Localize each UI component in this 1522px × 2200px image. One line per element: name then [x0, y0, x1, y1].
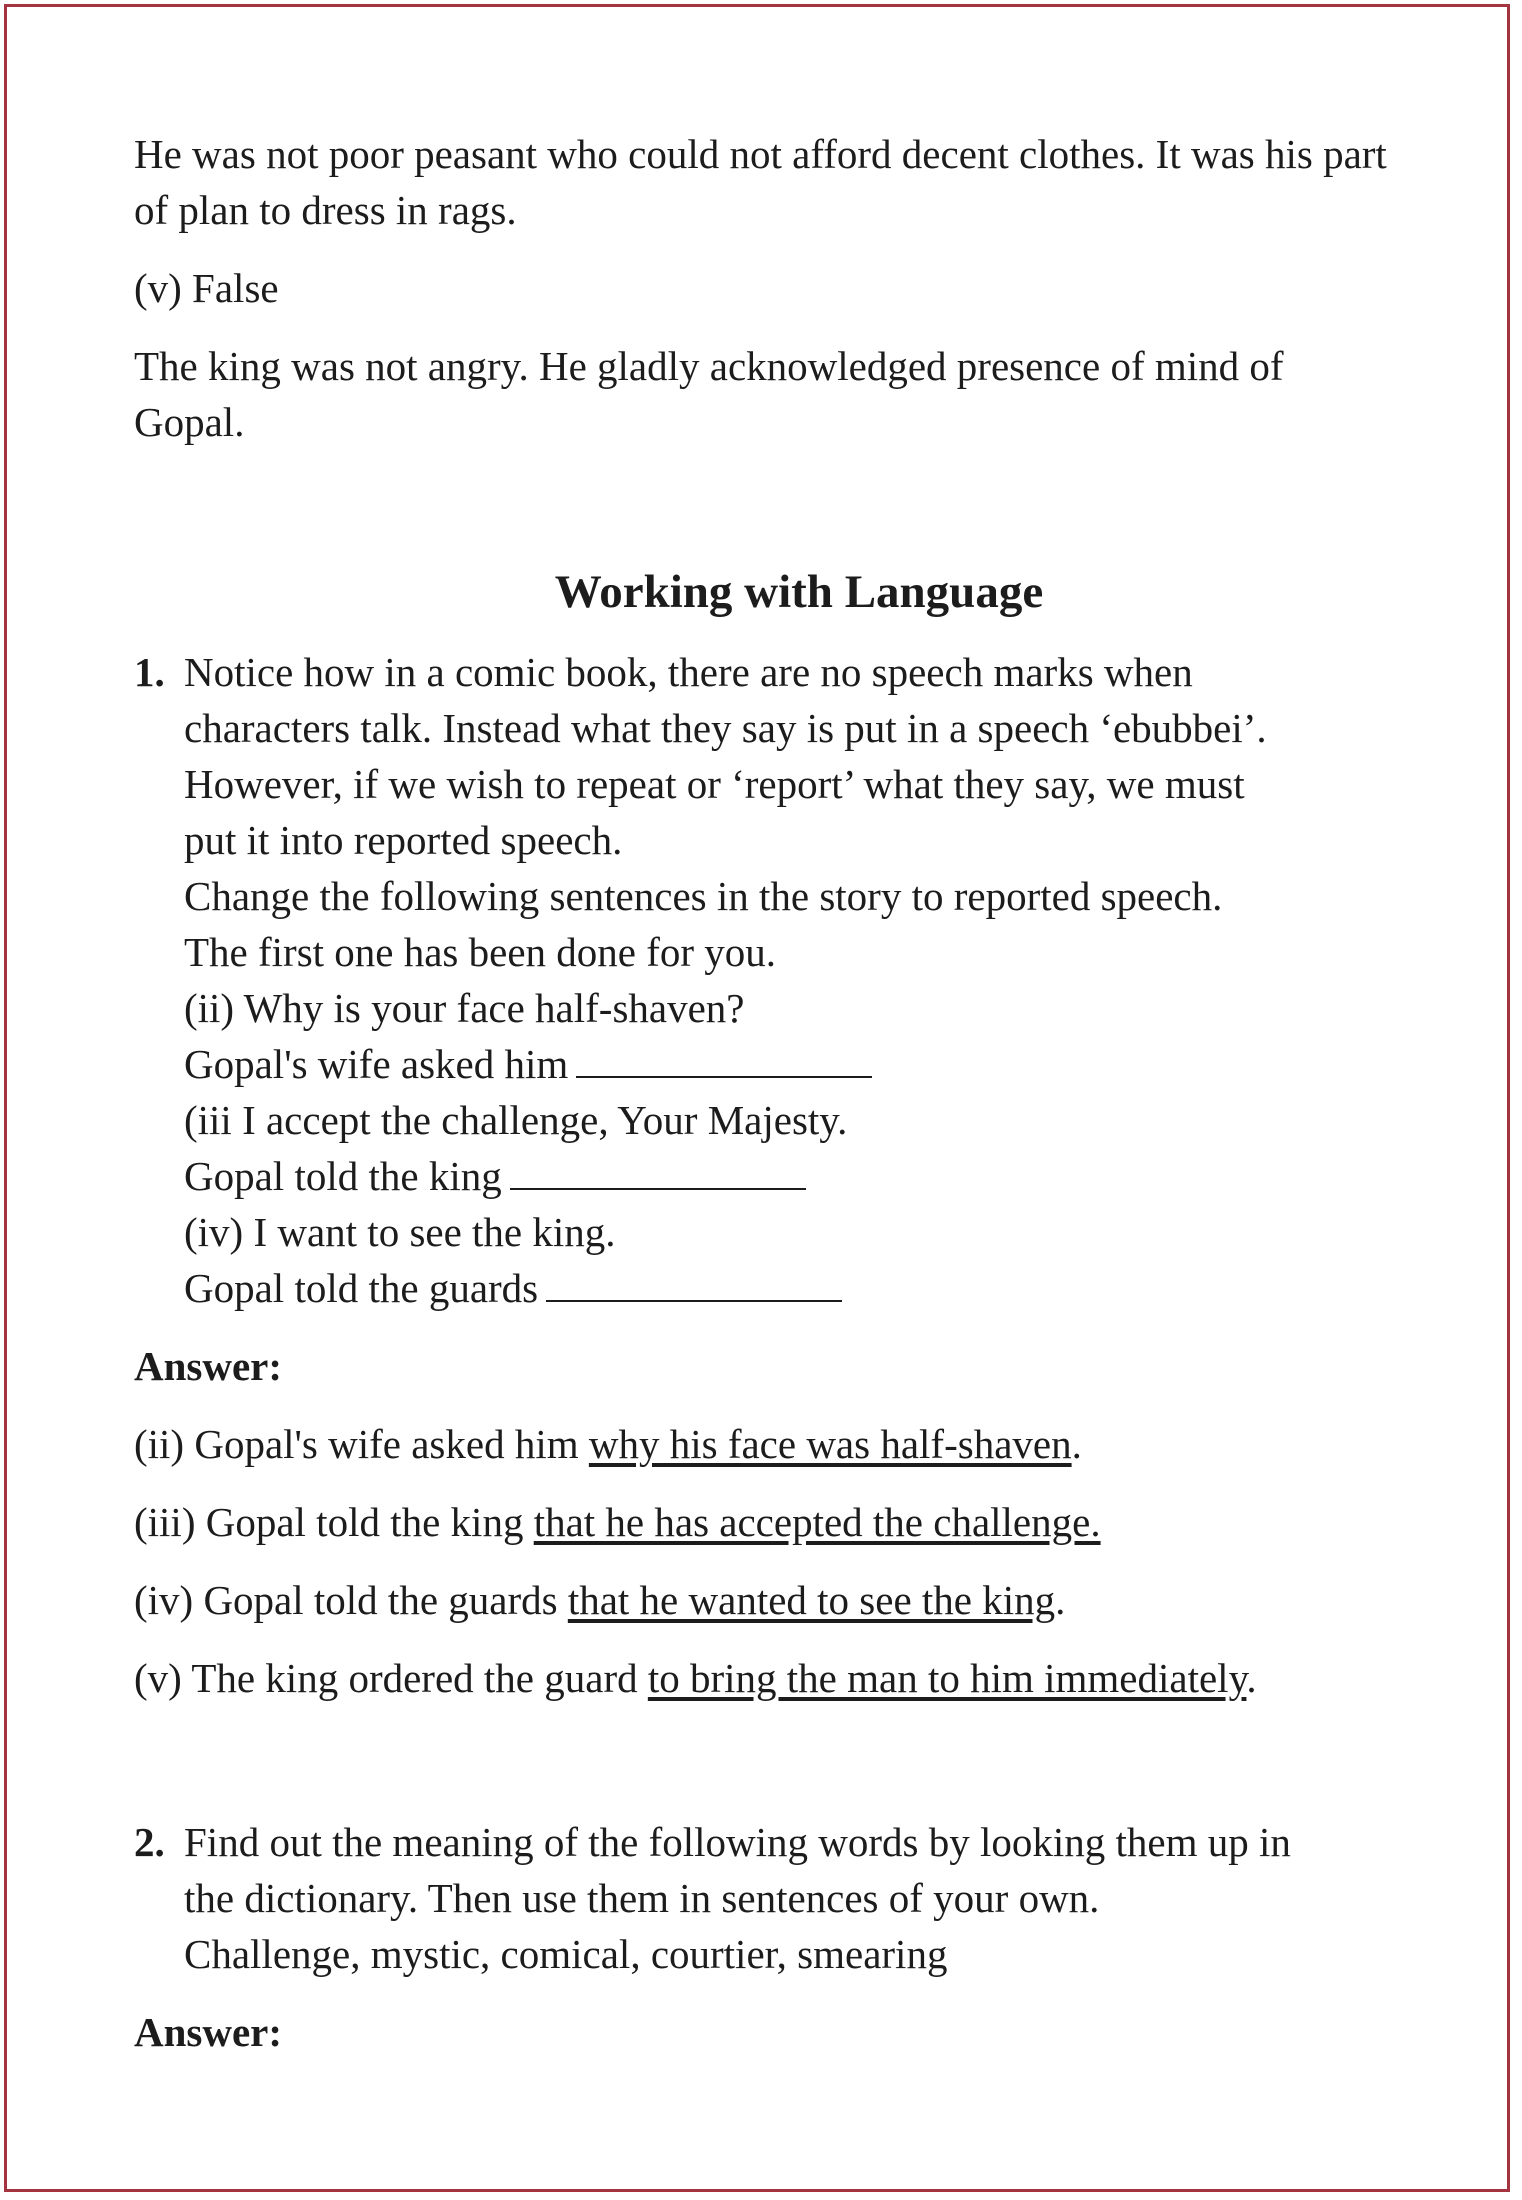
answer-2-label: Answer:	[134, 2009, 283, 2055]
answer-blank	[546, 1264, 842, 1302]
answer-blank	[576, 1040, 872, 1078]
intro-paragraph-1: He was not poor peasant who could not afford decent clothes. It was his part of plan to dress in rags.	[134, 131, 1387, 233]
intro-item-v: (v) False	[134, 265, 279, 311]
question-2-line: the dictionary. Then use them in sentences of your own.	[184, 1875, 1100, 1921]
question-2-line: Challenge, mystic, comical, courtier, smearing	[184, 1931, 948, 1977]
exercise-line: Gopal's wife asked him	[184, 1036, 1404, 1092]
question-2-line: Find out the meaning of the following words by looking them up in	[184, 1819, 1291, 1865]
question-1-line: However, if we wish to repeat or ‘report’ what they say, we must	[184, 761, 1245, 807]
question-2	[134, 1814, 1404, 1982]
answer-1-item: (iv) Gopal told the guards that he wanted to see the king.	[134, 1577, 1066, 1623]
question-1-line: put it into reported speech.	[184, 817, 623, 863]
answer-1-item: (ii) Gopal's wife asked him why his face was half-shaven.	[134, 1421, 1082, 1467]
answer-blank	[510, 1152, 806, 1190]
question-2-number: 2.	[134, 1819, 165, 1865]
exercise-line: (iv) I want to see the king.	[184, 1209, 616, 1255]
question-1	[134, 644, 1404, 1316]
question-1-line: Notice how in a comic book, there are no speech marks when	[184, 649, 1193, 695]
question-1-line: (ii) Why is your face half-shaven?	[184, 985, 745, 1031]
answer-1-item: (v) The king ordered the guard to bring the man to him immediately.	[134, 1655, 1257, 1701]
answer-1-item: (iii) Gopal told the king that he has accepted the challenge.	[134, 1499, 1101, 1545]
intro-paragraph-2: The king was not angry. He gladly acknowledged presence of mind of Gopal.	[134, 343, 1284, 445]
exercise-line: Gopal told the guards	[184, 1260, 1404, 1316]
answer-1-label: Answer:	[134, 1343, 283, 1389]
question-1-line: characters talk. Instead what they say is put in a speech ‘ebubbei’.	[184, 705, 1267, 751]
question-1-number: 1.	[134, 649, 165, 695]
section-title: Working with Language	[554, 566, 1044, 618]
exercise-line: Gopal told the king	[184, 1148, 1404, 1204]
question-1-line: The first one has been done for you.	[184, 929, 777, 975]
page-content	[134, 126, 1404, 2060]
exercise-line: (iii I accept the challenge, Your Majesty.	[184, 1097, 848, 1143]
question-1-line: Change the following sentences in the story to reported speech.	[184, 873, 1223, 919]
